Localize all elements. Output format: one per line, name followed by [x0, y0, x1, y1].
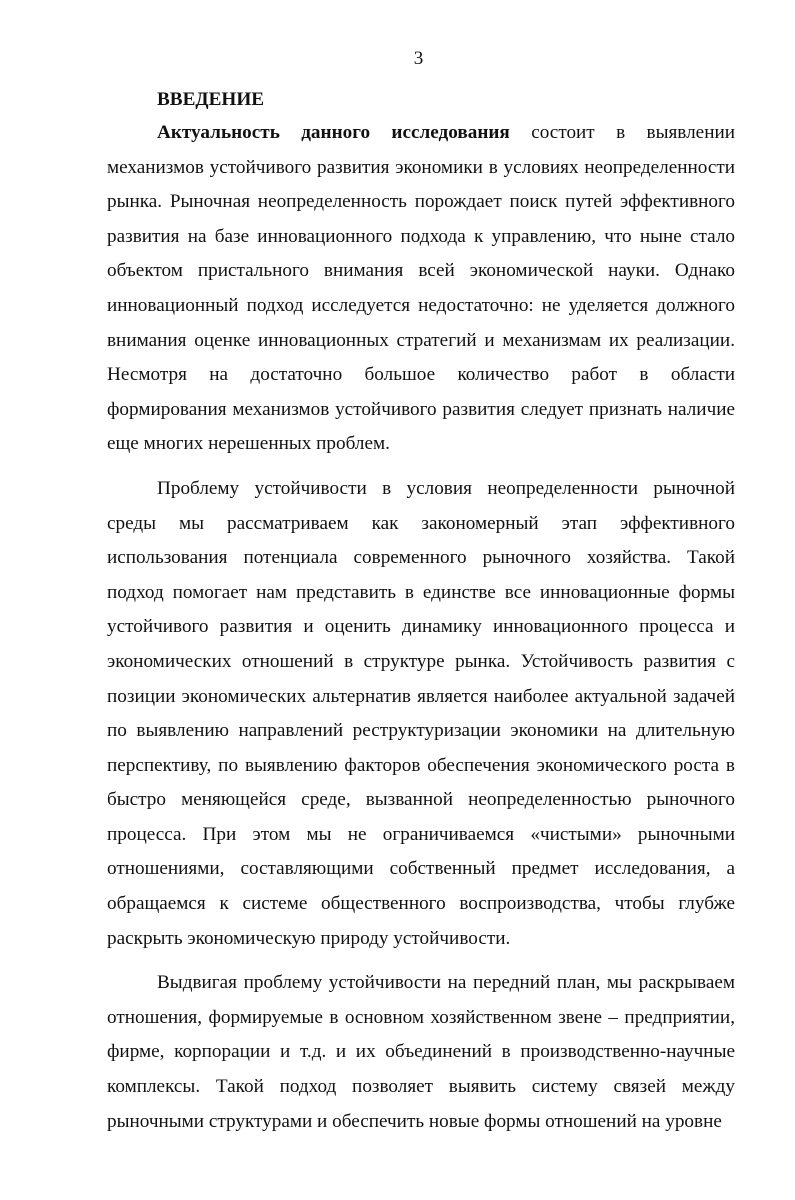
document-body	[107, 86, 735, 1139]
section-heading: ВВЕДЕНИЕ	[157, 89, 265, 110]
paragraph-text: состоит в выявлении механизмов устойчивого развития экономики в условиях неопределенности рынка. Рыночная неопределенность порождает поиск путей эффективного развития на базе инновационного подхода к управлению, что ныне стало объектом пристального внимания всей экономической науки. Однако инновационный подход исследуется недостаточно: не уделяется должного внимания оценке инновационных стратегий и механизмам их реализации. Несмотря на достаточно большое количество работ в области формирования механизмов устойчивого развития следует признать наличие еще многих нерешенных проблем.	[107, 122, 735, 455]
paragraph-lead: Актуальность данного исследования	[157, 122, 510, 143]
page-number: 3	[413, 48, 424, 69]
paragraph-relations: Выдвигая проблему устойчивости на передний план, мы раскрываем отношения, формируемые в основном хозяйственном звене – предприятии, фирме, корпорации и т.д. и их объединений в производственно-научные комплексы. Такой подход позволяет выявить систему связей между рыночными структурами и обеспечить новые формы отношений на уровне	[107, 972, 735, 1132]
paragraph-stability: Проблему устойчивости в условия неопределенности рыночной среды мы рассматриваем как закономерный этап эффективного использования потенциала современного рыночного хозяйства. Такой подход помогает нам представить в единстве все инновационные формы устойчивого развития и оценить динамику инновационного процесса и экономических отношений в структуре рынка. Устойчивость развития с позиции экономических альтернатив является наиболее актуальной задачей по выявлению направлений реструктуризации экономики на длительную перспективу, по выявлению факторов обеспечения экономического роста в быстро меняющейся среде, вызванной неопределенностью рыночного процесса. При этом мы не ограничиваемся «чистыми» рыночными отношениями, составляющими собственный предмет исследования, а обращаемся к системе общественного воспроизводства, чтобы глубже раскрыть экономическую природу устойчивости.	[107, 477, 735, 949]
paragraph-relevance	[107, 116, 735, 462]
